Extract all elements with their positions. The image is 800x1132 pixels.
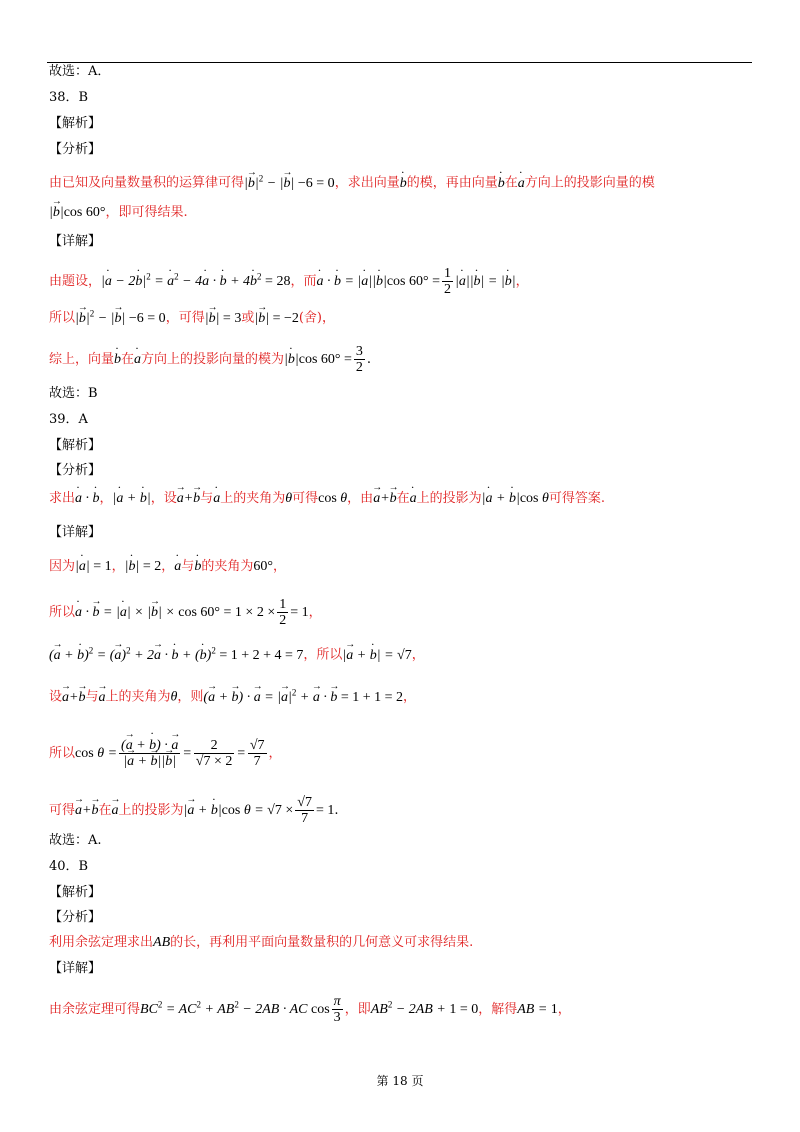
q40-xiangjie: 【详解】 — [49, 961, 102, 976]
q39-detail-3: (→ a + · b)$^2$ = (→ a)$^2$ + 2→ a · · b + (· b)$^2$ = 1 + 2 + 4 = 7，所以|→ a + · b| = √7， — [49, 641, 425, 665]
q39-detail-4: 设→ a+→ b与→ a上的夹角为θ，则(→ a + → b) · → a = |→ $a|^2$ + → a · → b = 1 + 1 = 2， — [49, 683, 416, 707]
q40-detail-1: 由余弦定理可得$BC^2 = AC^2 + AB^2 - 2AB$ · AC cos $\frac{\pi}{3}$ ，即$AB^2 - 2AB + 1 = 0$，解得AB = 1， — [49, 994, 571, 1025]
header-rule — [47, 62, 752, 63]
q38-fenxi: 【分析】 — [49, 142, 102, 157]
q40-fenxi: 【分析】 — [49, 910, 102, 925]
q39-detail-1: 因为|· a| = 1，|· b| = 2，· a与· b的夹角为60°， — [49, 558, 286, 576]
q40-jiexi: 【解析】 — [49, 885, 102, 900]
q38-number: 38．B — [49, 90, 89, 105]
q38-analysis: 由已知及向量数量积的运算律可得|→ $b|^2$ − |→ b| −6 = 0，求出向量· b的模，再由向量· b在· a方向上的投影向量的模 — [49, 169, 655, 193]
q40-analysis: 利用余弦定理求出AB的长，再利用平面向量数量积的几何意义可求得结果. — [49, 935, 474, 950]
q39-detail-2: 所以· a · → b = |· a| × |→ b| × cos 60° = 1 × 2 × $\frac{1}{2}$ = 1， — [49, 597, 322, 628]
q39-xiangjie: 【详解】 — [49, 525, 102, 540]
q39-fenxi: 【分析】 — [49, 463, 102, 478]
q39-detail-5: 所以cos θ = $\frac{(\to a + \cdot b) \cdot \to a}{|\to a + \to b||\to b|}$ = $\frac{2}{√7 \times 2}$ = $\frac{√7}{7}$ ， — [49, 738, 282, 769]
q39-answer: 故选：A. — [49, 833, 102, 848]
q40-number: 40．B — [49, 859, 89, 874]
prev-answer: 故选：A． — [49, 64, 111, 79]
page-number: 第 18 页 — [376, 1074, 424, 1088]
q39-jiexi: 【解析】 — [49, 438, 102, 453]
q38-detail-2: 所以|→ $b|^2$ − |→ b| −6 = 0，可得|→ b| = 3或|→ b| = −2(舍)， — [49, 304, 335, 328]
q38-detail-3: 综上，向量· b在· a方向上的投影向量的模为|· b|cos 60° = $\frac{3}{2}$ . — [49, 344, 371, 375]
q39-analysis: 求出· a · · b，|· a + · b|，设→ a+→ b与· a上的夹角为θ可得cos θ，由→ a+→ b在· a上的投影为|· a + · b|cos θ可得答案. — [49, 490, 605, 508]
q38-jiexi: 【解析】 — [49, 116, 102, 131]
q38-analysis-2: |→ b|cos 60°，即可得结果. — [49, 204, 188, 222]
q38-xiangjie: 【详解】 — [49, 234, 102, 249]
q38-detail-1: 由题设，|· $a - 2\cdot b|^2$ = · $a^2 - 4\cdot a$ · · $b + 4\cdot b^2 = 28$，而· a · · b = |· a||· b|cos 60° = $\frac{1}{2}$ |· a||· b| = |· b|， — [49, 266, 529, 297]
q39-detail-6: 可得→ a+→ b在→ a上的投影为|→ a + · b|cos θ = √7 × $\frac{√7}{7}$ = 1. — [49, 795, 339, 826]
q38-answer: 故选：B — [49, 386, 98, 401]
q39-number: 39．A — [49, 412, 88, 427]
